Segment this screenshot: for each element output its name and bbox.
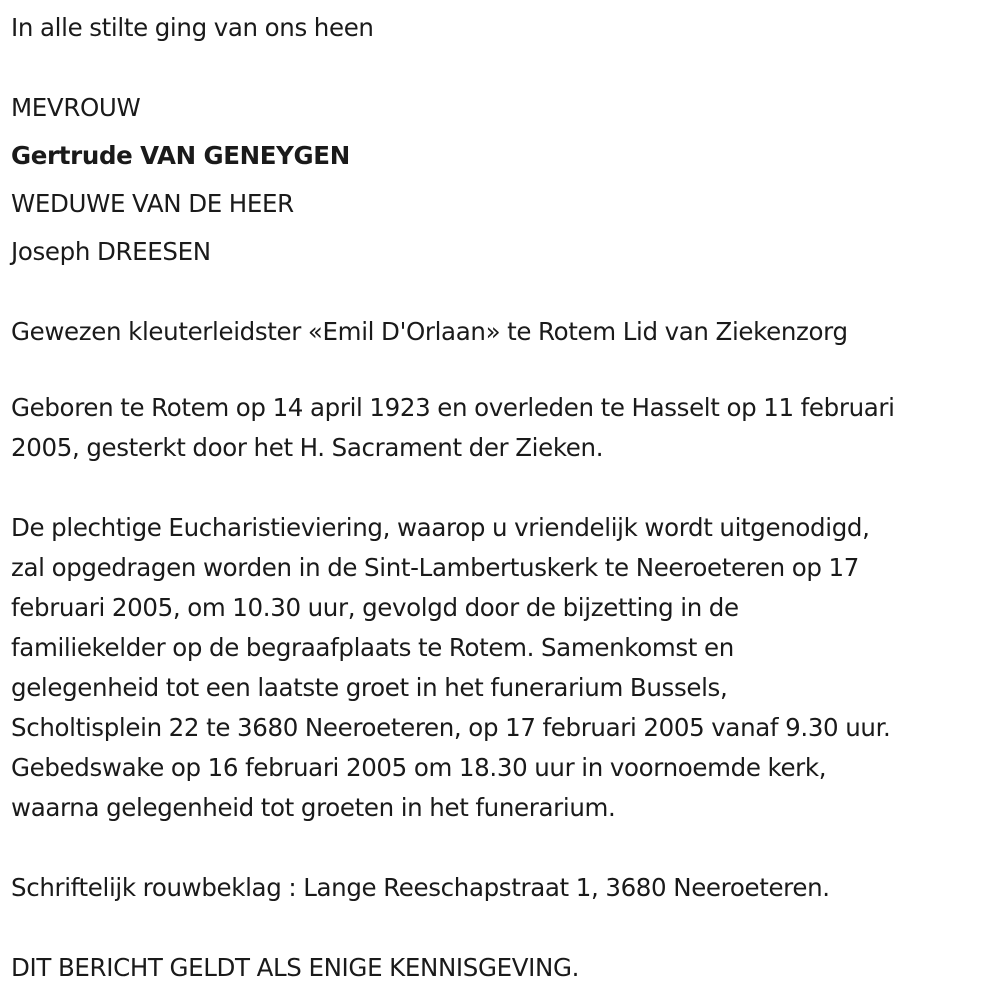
deceased-name: Gertrude VAN GENEYGEN [11, 141, 350, 170]
relation-line: WEDUWE VAN DE HEER [11, 189, 294, 218]
title-line: MEVROUW [11, 93, 141, 122]
paragraph-line: zal opgedragen worden in de Sint-Lambertuskerk te Neeroeteren op 17 [11, 553, 859, 582]
spacer [11, 52, 996, 84]
ceremony-paragraph [11, 508, 996, 828]
birth-death-paragraph [11, 388, 996, 468]
paragraph-line: Gebedswake op 16 februari 2005 om 18.30 uur in voornoemde kerk, [11, 753, 827, 782]
paragraph-line: De plechtige Eucharistieviering, waarop u vriendelijk wordt uitgenodigd, [11, 513, 870, 542]
occupation-line: Gewezen kleuterleidster «Emil D'Orlaan» te Rotem Lid van Ziekenzorg [11, 317, 848, 346]
paragraph-line: waarna gelegenheid tot groeten in het funerarium. [11, 793, 616, 822]
spouse-name: Joseph DREESEN [11, 237, 211, 266]
paragraph-line: gelegenheid tot een laatste groet in het funerarium Bussels, [11, 673, 728, 702]
paragraph-line: februari 2005, om 10.30 uur, gevolgd door de bijzetting in de [11, 593, 739, 622]
intro-line: In alle stilte ging van ons heen [11, 13, 374, 42]
closing-paragraph [11, 948, 996, 988]
closing-line: DIT BERICHT GELDT ALS ENIGE KENNISGEVING. [11, 953, 580, 982]
paragraph-line: 2005, gesterkt door het H. Sacrament der Zieken. [11, 433, 604, 462]
condolences-paragraph [11, 868, 996, 908]
paragraph-line: Scholtisplein 22 te 3680 Neeroeteren, op 17 februari 2005 vanaf 9.30 uur. [11, 713, 891, 742]
condolences-line: Schriftelijk rouwbeklag : Lange Reeschapstraat 1, 3680 Neeroeteren. [11, 873, 830, 902]
paragraph-line: Geboren te Rotem op 14 april 1923 en overleden te Hasselt op 11 februari [11, 393, 895, 422]
paragraph-line: familiekelder op de begraafplaats te Rotem. Samenkomst en [11, 633, 734, 662]
spacer [11, 276, 996, 308]
death-notice [11, 4, 996, 988]
